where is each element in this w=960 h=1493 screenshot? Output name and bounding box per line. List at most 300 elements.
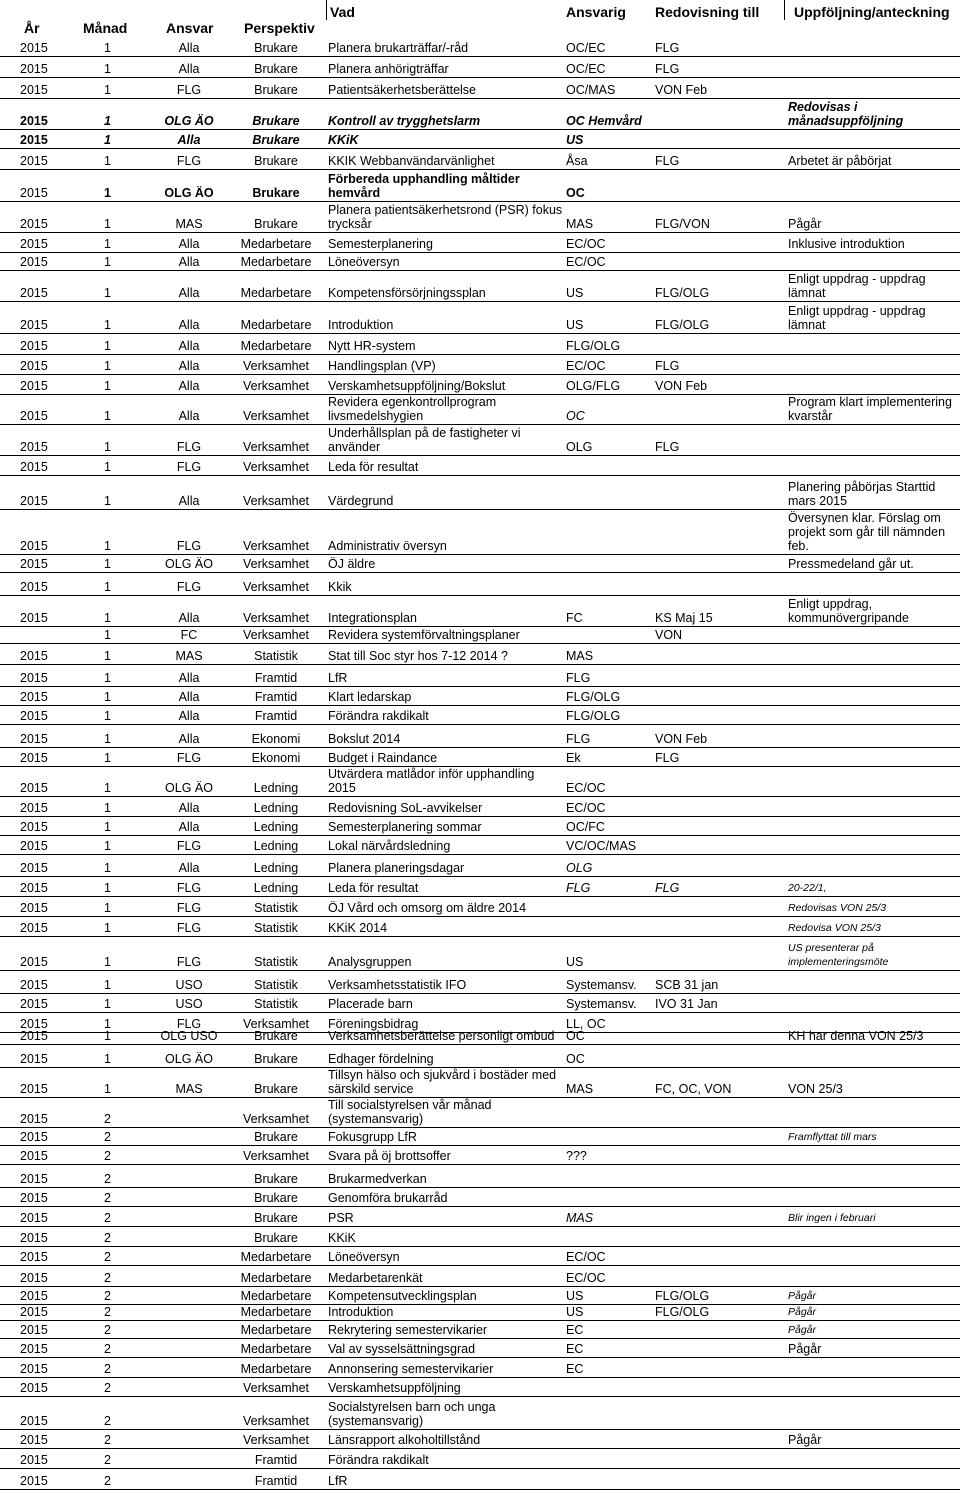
table-row: [0, 836, 960, 855]
cell-responsible: OLG ÄO: [164, 186, 214, 200]
cell-year: 2015: [20, 359, 48, 373]
cell-accountable: OLG/FLG: [566, 379, 621, 393]
cell-month: 1: [104, 83, 111, 97]
table-row: [0, 1287, 960, 1305]
cell-month: 2: [104, 1231, 111, 1245]
cell-perspective: Ledning: [253, 839, 299, 853]
cell-year: 2015: [20, 154, 48, 168]
cell-responsible: USO: [175, 978, 203, 992]
cell-perspective: Verksamhet: [242, 494, 309, 508]
cell-year: 2015: [20, 255, 48, 269]
cell-responsible: OLG ÄO: [164, 114, 214, 128]
cell-responsible: FLG: [176, 580, 202, 594]
cell-report-to: VON Feb: [655, 732, 708, 746]
cell-activity: ÖJ Vård och omsorg om äldre 2014: [328, 901, 527, 915]
cell-perspective: Ledning: [253, 861, 299, 875]
cell-month: 1: [104, 286, 111, 300]
cell-activity: Utvärdera matlådor inför upphandling 2015: [328, 767, 535, 795]
cell-activity: Handlingsplan (VP): [328, 359, 436, 373]
cell-activity: Verskamhetsuppföljning: [328, 1381, 461, 1395]
cell-perspective: Verksamhet: [242, 580, 309, 594]
cell-accountable: FC: [566, 611, 583, 625]
cell-year: 2015: [20, 901, 48, 915]
cell-perspective: Verksamhet: [242, 460, 309, 474]
table-row: [0, 271, 960, 302]
header-perspektiv: Perspektiv: [244, 20, 315, 36]
cell-report-to: FLG: [655, 62, 680, 76]
cell-perspective: Medarbetare: [240, 1323, 312, 1337]
cell-year: 2015: [20, 709, 48, 723]
cell-perspective: Verksamhet: [242, 440, 309, 454]
table-row: [0, 596, 960, 627]
cell-activity: Till socialstyrelsen vår månad (systemansvarig): [328, 1098, 492, 1126]
table-row: [0, 302, 960, 334]
table-row: [0, 57, 960, 78]
cell-month: 2: [104, 1130, 111, 1144]
table-row: [0, 1266, 960, 1287]
table-row: [0, 1045, 960, 1068]
cell-responsible: FC: [180, 628, 198, 642]
cell-report-to: FLG: [655, 359, 680, 373]
table-row: [0, 1128, 960, 1146]
cell-month: 2: [104, 1172, 111, 1186]
cell-accountable: US: [566, 955, 584, 969]
cell-accountable: US: [566, 133, 584, 147]
cell-month: 2: [104, 1289, 111, 1303]
cell-perspective: Verksamhet: [242, 1112, 309, 1126]
cell-year: 2015: [20, 1082, 48, 1096]
cell-perspective: Verksamhet: [242, 539, 309, 553]
cell-perspective: Medarbetare: [240, 1271, 312, 1285]
cell-month: 1: [104, 978, 111, 992]
cell-month: 1: [104, 379, 111, 393]
cell-year: 2015: [20, 186, 48, 200]
cell-activity: Planera brukarträffar/-råd: [328, 41, 469, 55]
cell-activity: Stat till Soc styr hos 7-12 2014 ?: [328, 649, 508, 663]
cell-follow-up: Framflyttat till mars: [788, 1131, 877, 1143]
cell-activity: Länsrapport alkoholtillstånd: [328, 1433, 481, 1447]
cell-responsible: Alla: [178, 41, 200, 55]
table-row: [0, 725, 960, 748]
cell-perspective: Brukare: [254, 1082, 298, 1096]
header-ansvar: Ansvar: [166, 20, 214, 36]
cell-accountable: OC/MAS: [566, 83, 616, 97]
cell-month: 1: [104, 781, 111, 795]
cell-perspective: Medarbetare: [240, 1362, 312, 1376]
cell-perspective: Ekonomi: [251, 732, 301, 746]
cell-activity: Patientsäkerhetsberättelse: [328, 83, 477, 97]
cell-activity: Semesterplanering sommar: [328, 820, 482, 834]
table-row: [0, 375, 960, 395]
cell-report-to: VON: [655, 628, 683, 642]
table-row: [0, 37, 960, 57]
cell-accountable: OC Hemvård: [566, 114, 642, 128]
cell-responsible: Alla: [178, 318, 200, 332]
cell-perspective: Verksamhet: [242, 611, 309, 625]
cell-month: 2: [104, 1342, 111, 1356]
cell-responsible: Alla: [178, 611, 200, 625]
cell-year: 2015: [20, 801, 48, 815]
cell-follow-up: Enligt uppdrag - uppdrag lämnat: [788, 272, 926, 300]
cell-month: 1: [104, 997, 111, 1011]
cell-perspective: Framtid: [254, 1453, 298, 1467]
cell-activity: Edhager fördelning: [328, 1052, 434, 1066]
cell-perspective: Brukare: [254, 1211, 298, 1225]
cell-accountable: FLG/OLG: [566, 690, 621, 704]
table-row: [0, 627, 960, 644]
table-row: [0, 937, 960, 971]
cell-perspective: Statistik: [254, 921, 298, 935]
cell-activity: Rekrytering semestervikarier: [328, 1323, 488, 1337]
cell-follow-up: KH har denna VON 25/3: [788, 1029, 924, 1043]
cell-month: 1: [104, 339, 111, 353]
cell-accountable: US: [566, 1289, 584, 1303]
cell-month: 1: [104, 732, 111, 746]
cell-perspective: Framtid: [254, 690, 298, 704]
cell-month: 2: [104, 1414, 111, 1428]
cell-year: 2015: [20, 494, 48, 508]
cell-accountable: MAS: [566, 1211, 594, 1225]
cell-report-to: FLG: [655, 751, 680, 765]
cell-responsible: MAS: [175, 217, 203, 231]
cell-follow-up: Blir ingen i februari: [788, 1212, 876, 1224]
cell-activity: LfR: [328, 671, 348, 685]
cell-activity: Revidera systemförvaltningsplaner: [328, 628, 520, 642]
cell-responsible: FLG: [176, 83, 202, 97]
cell-year: 2015: [20, 1381, 48, 1395]
cell-year: 2015: [20, 997, 48, 1011]
cell-activity: KKiK: [328, 1231, 356, 1245]
cell-perspective: Medarbetare: [240, 1289, 312, 1303]
table-row: [0, 395, 960, 425]
cell-perspective: Statistik: [254, 978, 298, 992]
cell-follow-up: Arbetet är påbörjat: [788, 154, 892, 168]
cell-responsible: FLG: [176, 881, 202, 895]
cell-responsible: FLG: [176, 539, 202, 553]
cell-perspective: Medarbetare: [240, 1250, 312, 1264]
cell-year: 2015: [20, 1414, 48, 1428]
cell-responsible: OLG ÄO: [165, 1052, 213, 1066]
cell-follow-up: Pågår: [788, 1324, 817, 1336]
cell-month: 1: [104, 318, 111, 332]
cell-follow-up: VON 25/3: [788, 1082, 843, 1096]
cell-month: 2: [104, 1112, 111, 1126]
table-row: [0, 1165, 960, 1188]
cell-accountable: Systemansv.: [566, 997, 637, 1011]
cell-perspective: Ekonomi: [251, 751, 301, 765]
cell-month: 2: [104, 1453, 111, 1467]
cell-activity: Tillsyn hälso och sjukvård i bostäder med särskild service: [328, 1068, 557, 1096]
cell-activity: Kompetensförsörjningssplan: [328, 286, 486, 300]
cell-report-to: FLG/OLG: [655, 1289, 710, 1303]
cell-follow-up: 20-22/1,: [788, 882, 827, 894]
cell-accountable: EC: [566, 1362, 584, 1376]
cell-year: 2015: [20, 1250, 48, 1264]
cell-year: 2015: [20, 921, 48, 935]
cell-perspective: Medarbetare: [240, 339, 312, 353]
cell-responsible: Alla: [178, 732, 200, 746]
cell-accountable: VC/OC/MAS: [566, 839, 637, 853]
table-row: [0, 1068, 960, 1098]
cell-perspective: Medarbetare: [240, 318, 312, 332]
cell-month: 1: [104, 820, 111, 834]
cell-activity: Val av sysselsättningsgrad: [328, 1342, 476, 1356]
cell-responsible: Alla: [178, 286, 200, 300]
cell-activity: Nytt HR-system: [328, 339, 416, 353]
table-row: [0, 78, 960, 99]
cell-follow-up: Pågår: [788, 1342, 822, 1356]
cell-perspective: Statistik: [254, 649, 298, 663]
cell-accountable: FLG: [566, 671, 591, 685]
cell-activity: Introduktion: [328, 318, 394, 332]
cell-report-to: FLG: [655, 154, 680, 168]
cell-responsible: OLG ÄO: [165, 781, 213, 795]
cell-month: 1: [104, 628, 111, 642]
cell-year: 2015: [20, 580, 48, 594]
cell-activity: Fokusgrupp LfR: [328, 1130, 417, 1144]
cell-activity: Administrativ översyn: [328, 539, 447, 553]
cell-follow-up: Pågår: [788, 1290, 817, 1302]
cell-responsible: Alla: [178, 237, 200, 251]
cell-activity: KKiK: [328, 133, 359, 147]
cell-month: 1: [104, 839, 111, 853]
cell-activity: Annonsering semestervikarier: [328, 1362, 494, 1376]
cell-year: 2015: [20, 881, 48, 895]
table-row: [0, 425, 960, 456]
cell-responsible: FLG: [176, 921, 202, 935]
cell-responsible: Alla: [178, 339, 200, 353]
cell-month: 1: [104, 751, 111, 765]
cell-accountable: MAS: [566, 1082, 594, 1096]
cell-perspective: Medarbetare: [240, 286, 312, 300]
cell-month: 1: [104, 580, 111, 594]
cell-activity: Förändra rakdikalt: [328, 709, 429, 723]
table-row: [0, 170, 960, 202]
cell-responsible: FLG: [176, 751, 202, 765]
cell-accountable: EC/OC: [566, 1250, 606, 1264]
cell-year: 2015: [20, 440, 48, 454]
table-row: [0, 1227, 960, 1247]
cell-report-to: IVO 31 Jan: [655, 997, 718, 1011]
cell-follow-up: Redovisas VON 25/3: [788, 902, 887, 914]
cell-month: 1: [104, 955, 111, 969]
cell-year: 2015: [20, 1342, 48, 1356]
cell-activity: Placerade barn: [328, 997, 413, 1011]
cell-year: 2015: [20, 649, 48, 663]
cell-perspective: Statistik: [254, 901, 298, 915]
cell-perspective: Brukare: [254, 1191, 298, 1205]
cell-perspective: Ledning: [253, 881, 299, 895]
cell-month: 2: [104, 1381, 111, 1395]
table-row: [0, 971, 960, 994]
table-row: [0, 334, 960, 355]
cell-accountable: OC/FC: [566, 820, 605, 834]
cell-month: 1: [104, 1029, 111, 1043]
cell-year: 2015: [20, 1362, 48, 1376]
cell-perspective: Medarbetare: [240, 1342, 312, 1356]
table-row: [0, 1188, 960, 1207]
cell-month: 1: [104, 359, 111, 373]
table-row: [0, 817, 960, 836]
cell-month: 1: [104, 409, 111, 423]
cell-activity: Lokal närvårdsledning: [328, 839, 451, 853]
cell-report-to: FLG: [655, 41, 680, 55]
cell-responsible: USO: [175, 997, 203, 1011]
cell-activity: Semesterplanering: [328, 237, 433, 251]
cell-year: 2015: [20, 114, 48, 128]
cell-perspective: Verksamhet: [242, 1017, 309, 1031]
cell-responsible: Alla: [178, 861, 200, 875]
cell-accountable: EC: [566, 1342, 584, 1356]
cell-perspective: Brukare: [254, 41, 298, 55]
table-row: [0, 1378, 960, 1397]
cell-activity: Brukarmedverkan: [328, 1172, 427, 1186]
cell-month: 1: [104, 801, 111, 815]
cell-year: 2015: [20, 286, 48, 300]
cell-activity: Leda för resultat: [328, 881, 419, 895]
cell-year: 2015: [20, 861, 48, 875]
cell-year: 2015: [20, 1017, 48, 1031]
cell-responsible: Alla: [178, 379, 200, 393]
cell-responsible: Alla: [178, 62, 200, 76]
cell-responsible: FLG: [176, 901, 202, 915]
cell-year: 2015: [20, 1323, 48, 1337]
cell-perspective: Statistik: [254, 997, 298, 1011]
cell-month: 1: [104, 440, 111, 454]
table-row: [0, 665, 960, 687]
cell-accountable: EC: [566, 1323, 584, 1337]
cell-month: 2: [104, 1323, 111, 1337]
cell-year: 2015: [20, 460, 48, 474]
cell-activity: Kkik: [328, 580, 352, 594]
cell-year: 2015: [20, 1474, 48, 1488]
header-ar: År: [24, 20, 40, 36]
header-uppfoljning: Uppföljning/anteckning: [794, 4, 950, 20]
cell-responsible: Alla: [178, 409, 200, 423]
cell-follow-up: Enligt uppdrag - uppdrag lämnat: [788, 304, 926, 332]
cell-perspective: Verksamhet: [242, 1149, 309, 1163]
cell-month: 1: [104, 1052, 111, 1066]
cell-accountable: EC/OC: [566, 801, 606, 815]
cell-perspective: Verksamhet: [242, 1381, 309, 1395]
header-divider: [784, 0, 785, 20]
cell-report-to: KS Maj 15: [655, 611, 713, 625]
cell-month: 1: [104, 921, 111, 935]
cell-month: 1: [104, 41, 111, 55]
cell-responsible: FLG: [176, 440, 202, 454]
cell-year: 2015: [20, 133, 48, 147]
cell-responsible: MAS: [175, 649, 203, 663]
cell-year: 2015: [20, 1172, 48, 1186]
cell-perspective: Brukare: [254, 1029, 298, 1043]
cell-month: 2: [104, 1271, 111, 1285]
table-row: [0, 706, 960, 725]
cell-follow-up: Översynen klar. Förslag om projekt som går till nämnden feb.: [788, 511, 946, 553]
cell-month: 2: [104, 1211, 111, 1225]
cell-responsible: Alla: [178, 359, 200, 373]
table-row: [0, 917, 960, 937]
cell-activity: Föreningsbidrag: [328, 1017, 419, 1031]
cell-month: 2: [104, 1433, 111, 1447]
header-vad: Vad: [330, 4, 355, 20]
cell-accountable: FLG: [566, 732, 591, 746]
table-row: [0, 476, 960, 510]
cell-year: 2015: [20, 781, 48, 795]
cell-perspective: Ledning: [253, 781, 299, 795]
cell-responsible: Alla: [177, 133, 201, 147]
cell-report-to: SCB 31 jan: [655, 978, 719, 992]
cell-perspective: Brukare: [254, 1052, 298, 1066]
cell-perspective: Brukare: [252, 114, 300, 128]
cell-responsible: FLG: [176, 839, 202, 853]
cell-accountable: EC/OC: [566, 237, 606, 251]
cell-year: 2015: [20, 409, 48, 423]
table-row: [0, 1358, 960, 1378]
cell-activity: Verksamhetsberättelse personligt ombud: [328, 1029, 555, 1043]
cell-perspective: Brukare: [254, 1231, 298, 1245]
cell-month: 2: [104, 1474, 111, 1488]
cell-month: 1: [104, 611, 111, 625]
cell-follow-up: Redovisa VON 25/3: [788, 922, 881, 934]
cell-month: 1: [104, 186, 111, 200]
cell-responsible: Alla: [178, 709, 200, 723]
cell-month: 1: [104, 114, 111, 128]
cell-accountable: OC: [566, 409, 585, 423]
cell-activity: Budget i Raindance: [328, 751, 438, 765]
cell-year: 2015: [20, 539, 48, 553]
cell-accountable: EC/OC: [566, 255, 606, 269]
cell-activity: Planera patientsäkerhetsrond (PSR) fokus trycksår: [328, 203, 563, 231]
cell-perspective: Brukare: [254, 83, 298, 97]
cell-year: 2015: [20, 1453, 48, 1467]
cell-responsible: Alla: [178, 255, 200, 269]
header-manad: Månad: [83, 20, 128, 36]
table-row: [0, 797, 960, 817]
cell-accountable: LL, OC: [566, 1017, 606, 1031]
cell-accountable: OLG: [566, 440, 593, 454]
cell-activity: Integrationsplan: [328, 611, 417, 625]
cell-year: 2015: [20, 690, 48, 704]
cell-year: 2015: [20, 379, 48, 393]
cell-activity: Bokslut 2014: [328, 732, 401, 746]
cell-month: 2: [104, 1362, 111, 1376]
cell-accountable: ???: [566, 1149, 587, 1163]
cell-year: 2015: [20, 41, 48, 55]
cell-year: 2015: [20, 955, 48, 969]
cell-responsible: Alla: [178, 690, 200, 704]
cell-perspective: Verksamhet: [242, 628, 309, 642]
cell-year: 2015: [20, 318, 48, 332]
cell-perspective: Verksamhet: [242, 409, 309, 423]
cell-month: 2: [104, 1250, 111, 1264]
header-divider: [326, 0, 327, 20]
cell-year: 2015: [20, 1112, 48, 1126]
cell-accountable: EC/OC: [566, 359, 606, 373]
cell-activity: Analysgruppen: [328, 955, 412, 969]
cell-perspective: Ledning: [253, 801, 299, 815]
table-row: [0, 1098, 960, 1128]
cell-perspective: Medarbetare: [240, 255, 312, 269]
cell-follow-up: Pågår: [788, 1306, 817, 1318]
cell-year: 2015: [20, 1149, 48, 1163]
cell-perspective: Ledning: [253, 820, 299, 834]
cell-report-to: VON Feb: [655, 379, 708, 393]
cell-perspective: Framtid: [254, 709, 298, 723]
cell-responsible: FLG: [176, 154, 202, 168]
cell-activity: Verskamhetsuppföljning/Bokslut: [328, 379, 506, 393]
table-row: [0, 748, 960, 767]
cell-follow-up: Inklusive introduktion: [788, 237, 905, 251]
